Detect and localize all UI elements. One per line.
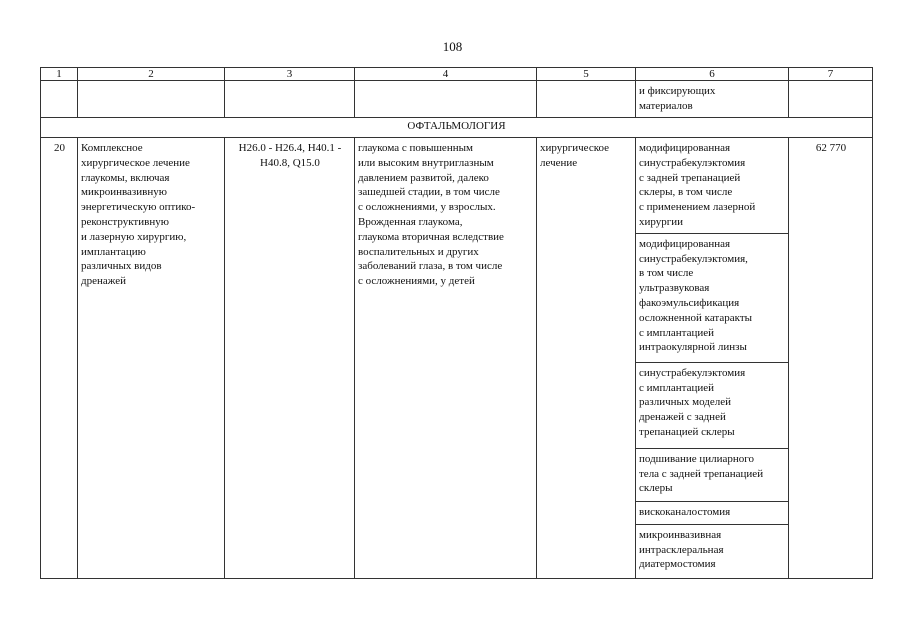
table-cell: [41, 81, 78, 118]
entry-cost: 62 770: [789, 138, 873, 579]
method-cell: модифицированная синустрабекулэктомия, в том числе ультразвуковая факоэмульсификация осложненной катаракты с имплантацией интраокулярной линзы: [636, 233, 789, 362]
method-cell: синустрабекулэктомия с имплантацией различных моделей дренажей с задней трепанацией склеры: [636, 362, 789, 448]
table-cell: [537, 81, 636, 118]
page-number: 108: [442, 39, 463, 54]
continuation-row: [41, 81, 873, 118]
column-header: 3: [225, 68, 355, 81]
column-header: 6: [636, 68, 789, 81]
table: [40, 67, 873, 579]
entry-name: Комплексное хирургическое лечение глаукомы, включая микроинвазивную энергетическую оптико- реконструктивную и лазерную хирургию, имплантацию различных видов дренажей: [78, 138, 225, 579]
method-cell: вискоканалостомия: [636, 501, 789, 524]
column-header: 7: [789, 68, 873, 81]
method-cell: микроинвазивная интрасклеральная диатермостомия: [636, 524, 789, 578]
entry-treatment: хирургическое лечение: [537, 138, 636, 579]
table-cell: [355, 81, 537, 118]
medical-care-table: [40, 67, 872, 579]
table-cell: и фиксирующих материалов: [636, 81, 789, 118]
entry-diagnosis: глаукома с повышенным или высоким внутриглазным давлением развитой, далеко зашедшей стадии, в том числе с осложнениями, у взрослых. Врожденная глаукома, глаукома вторичная вследствие воспалительных и других заболеваний глаза, в том числе с осложнениями, у детей: [355, 138, 537, 579]
section-row: [41, 118, 873, 138]
table-cell: [225, 81, 355, 118]
method-cell: подшивание цилиарного тела с задней трепанацией склеры: [636, 448, 789, 501]
entry-number: 20: [41, 138, 78, 579]
table-cell: [78, 81, 225, 118]
table-row: [41, 138, 873, 234]
column-header: 5: [537, 68, 636, 81]
column-header: 1: [41, 68, 78, 81]
column-header: 2: [78, 68, 225, 81]
section-title: ОФТАЛЬМОЛОГИЯ: [41, 118, 873, 138]
entry-codes: H26.0 - H26.4, H40.1 - H40.8, Q15.0: [225, 138, 355, 579]
table-cell: [789, 81, 873, 118]
column-number-row: [41, 68, 873, 81]
method-cell: модифицированная синустрабекулэктомия с задней трепанацией склеры, в том числе с применением лазерной хирургии: [636, 138, 789, 234]
column-header: 4: [355, 68, 537, 81]
